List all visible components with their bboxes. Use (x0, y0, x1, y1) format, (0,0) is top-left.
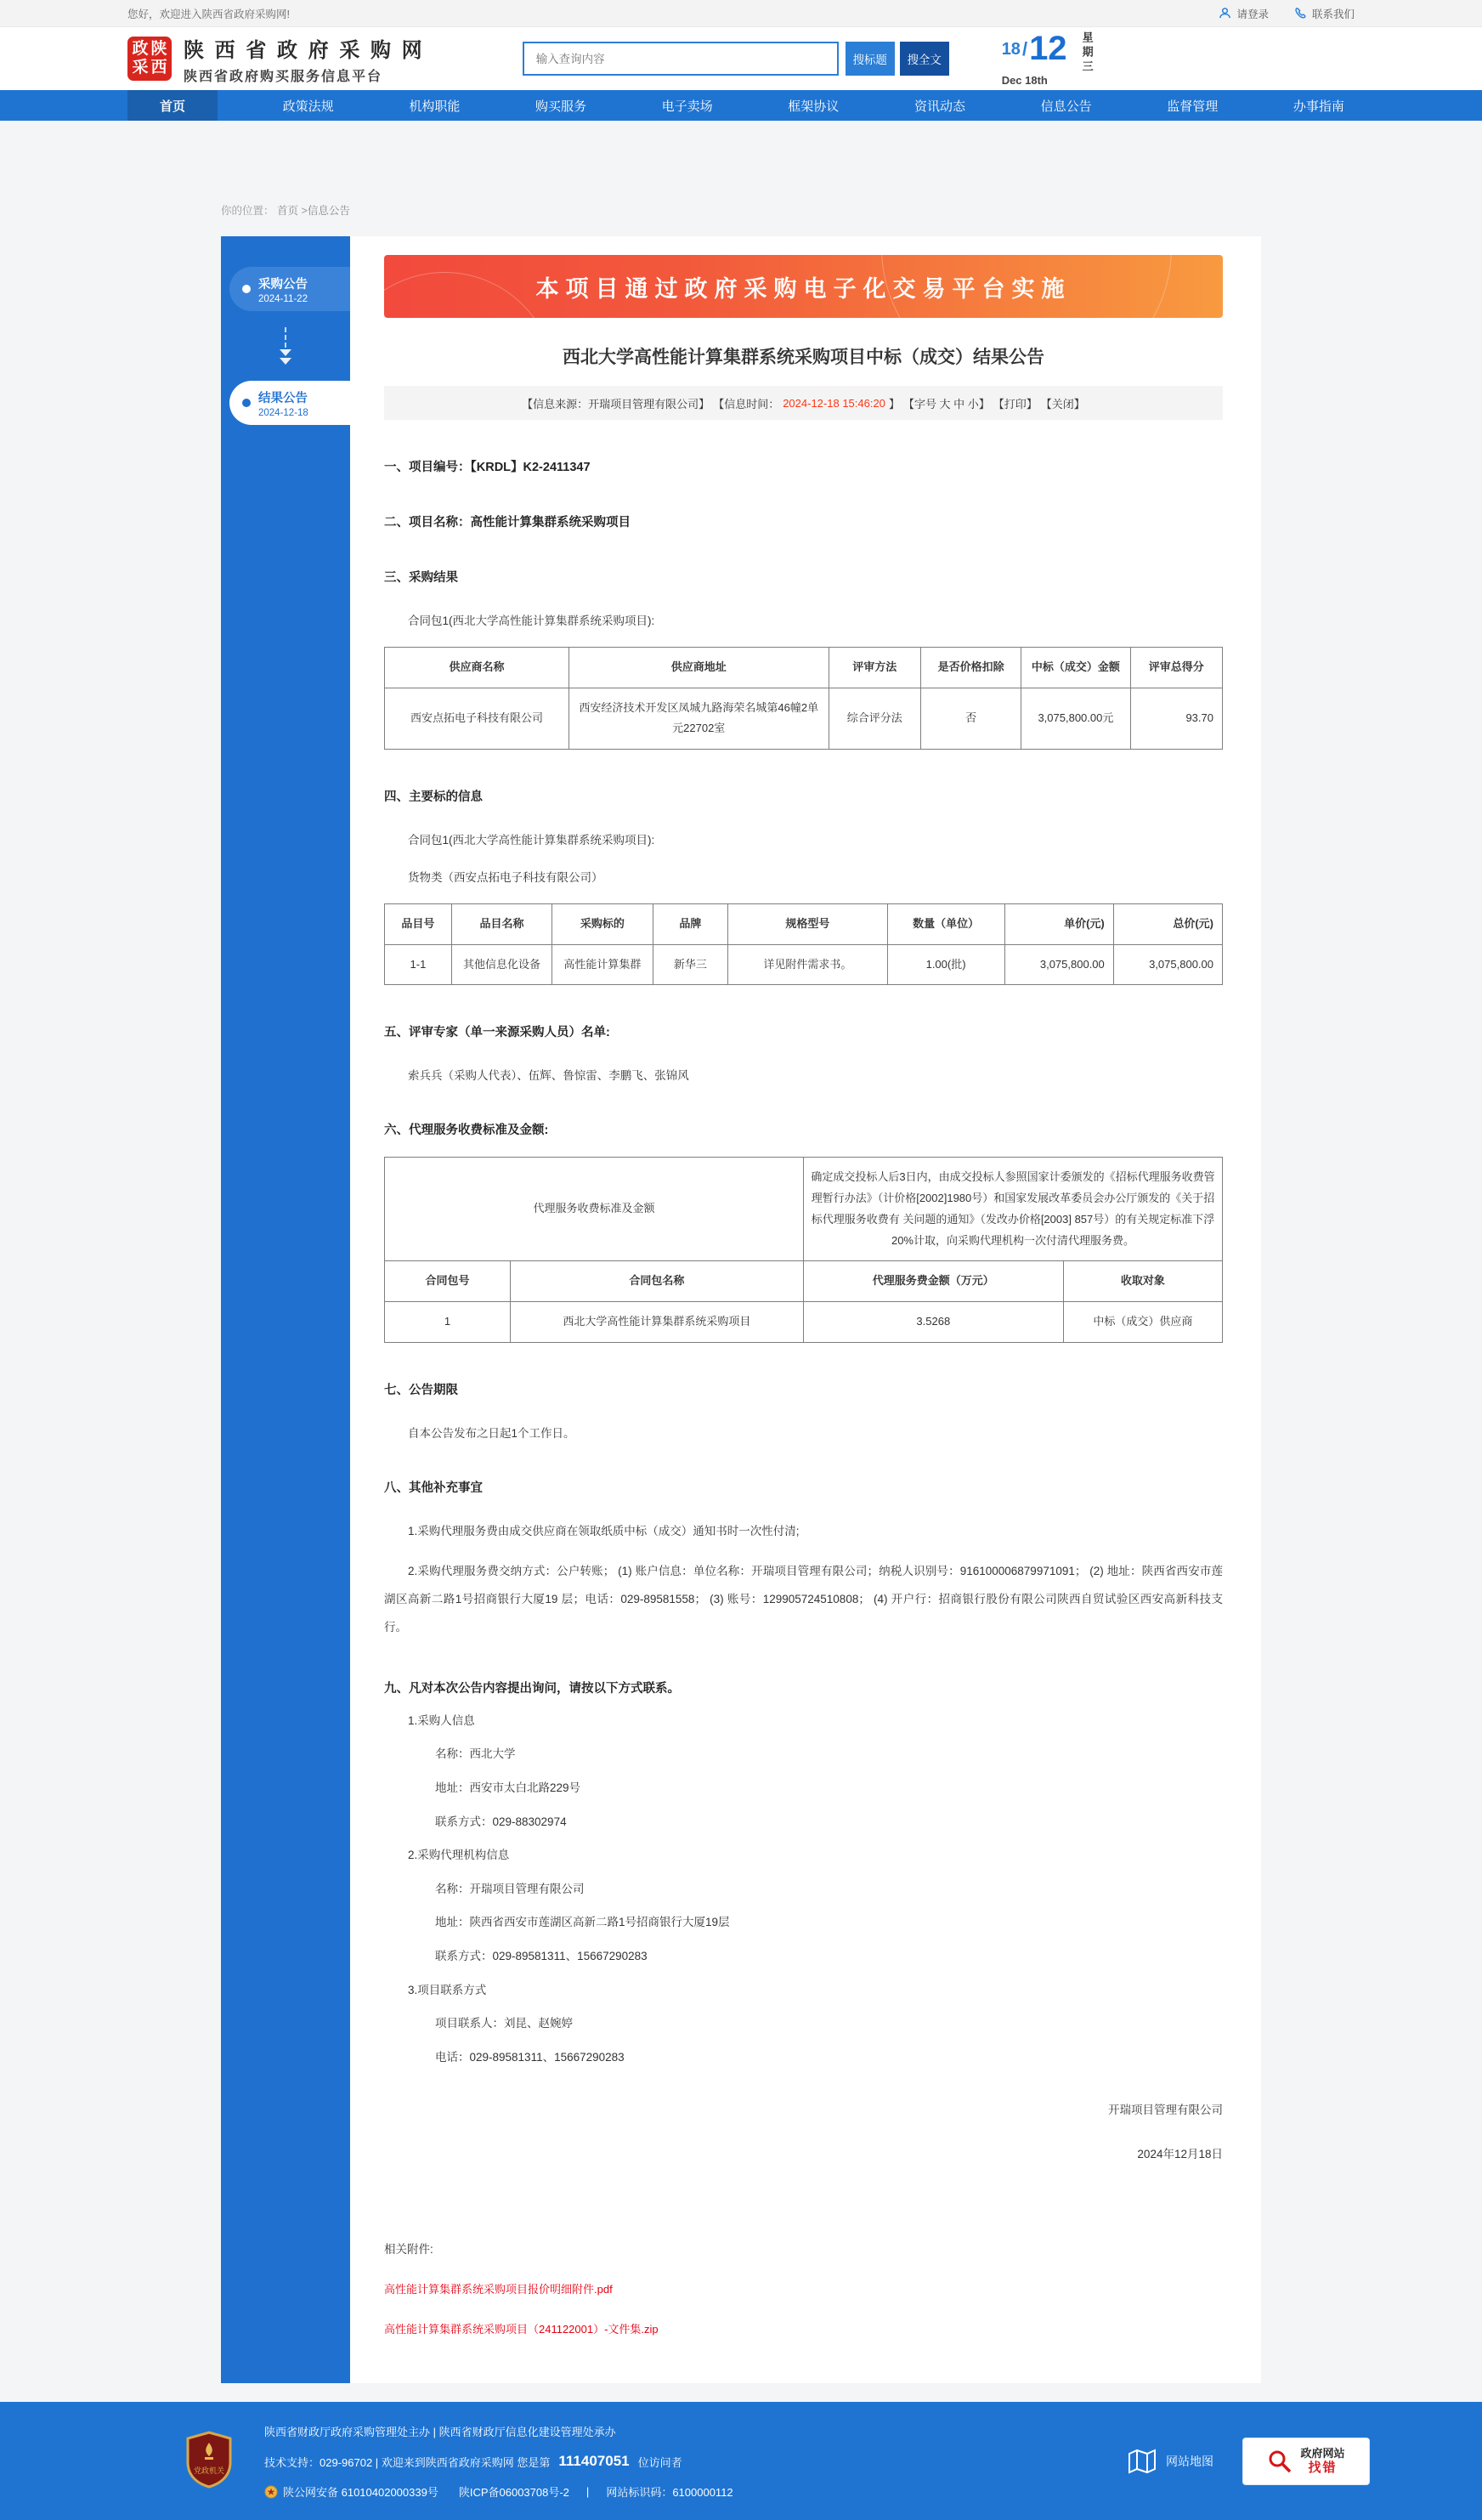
table-header-row (385, 904, 1223, 945)
table-header-row (385, 1261, 1223, 1302)
section-6-heading: 六、代理服务收费标准及金额: (384, 1124, 549, 1138)
agency-address: 地址：陕西省西安市莲湖区高新二路1号招商银行大厦19层 (435, 1916, 730, 1929)
attachments-section (384, 2240, 1223, 2336)
weekday-label: 星期三 (1080, 31, 1094, 75)
footer-line-beian (264, 2483, 1127, 2500)
sitemap-label: 网站地图 (1166, 2455, 1213, 2469)
meta-time-suffix: 】 (888, 397, 900, 411)
meta-time-prefix: 【信息时间： (713, 397, 780, 411)
col-header: 评审方法 (829, 648, 920, 688)
section-9-heading: 九、凡对本次公告内容提出询问，请按以下方式联系。 (384, 1681, 680, 1696)
col-header: 品目号 (385, 904, 452, 945)
step-date: 2024-11-22 (258, 293, 308, 304)
col-header: 品目名称 (451, 904, 552, 945)
supplement-item-1: 1.采购代理服务费由成交供应商在领取纸质中标（成交）通知书时一次性付清; (408, 1524, 800, 1537)
purchaser-address: 地址：西安市太白北路229号 (435, 1781, 581, 1794)
map-icon (1127, 2448, 1157, 2475)
fee-standard-label: 代理服务收费标准及金额 (385, 1158, 804, 1261)
police-badge-icon (264, 2485, 278, 2499)
beian-icp[interactable]: 陕ICP备06003708号-2 (458, 2486, 569, 2500)
table-cell: 新华三 (653, 944, 728, 985)
goods-category-line: 货物类（西安点拓电子科技有限公司） (408, 871, 603, 885)
font-size-control[interactable]: 【字号 大 中 小】 (902, 397, 990, 411)
table-cell: 否 (921, 688, 1021, 749)
table-cell: 1-1 (385, 944, 452, 985)
table-cell: 高性能计算集群 (552, 944, 653, 985)
col-header: 供应商名称 (385, 648, 569, 688)
agency-info-title: 2.采购代理机构信息 (408, 1849, 510, 1862)
step-dot-icon (242, 285, 251, 293)
site-logo[interactable] (127, 33, 425, 85)
col-header: 收取对象 (1063, 1261, 1222, 1302)
table-cell: 中标（成交）供应商 (1063, 1301, 1222, 1342)
result-table (384, 647, 1223, 750)
project-contacts: 项目联系人：刘昆、赵婉婷 (435, 2017, 573, 2030)
find-error-widget[interactable] (1242, 2438, 1370, 2485)
platform-banner: 本项目通过政府采购电子化交易平台实施 (384, 255, 1223, 318)
support-prefix: 技术支持：029-96702 | 欢迎来到陕西省政府采购网 您是第 (264, 2455, 551, 2469)
beian-divider: | (585, 2485, 590, 2499)
site-subtitle: 陕西省政府购买服务信息平台 (184, 69, 383, 84)
table-cell: 西北大学高性能计算集群系统采购项目 (510, 1301, 803, 1342)
meta-time: 2024-12-18 15:46:20 (783, 396, 885, 410)
nav-item-news[interactable]: 资讯动态 (914, 99, 965, 114)
col-header: 评审总得分 (1130, 648, 1223, 688)
project-contact-title: 3.项目联系方式 (408, 1983, 487, 1996)
step-label: 采购公告 (258, 277, 308, 292)
timeline-sidebar (221, 236, 350, 2383)
experts-list: 索兵兵（采购人代表）、伍辉、鲁惊雷、李鹏飞、张锦风 (408, 1069, 689, 1083)
section-8-heading: 八、其他补充事宜 (384, 1481, 483, 1495)
nav-item-announcements[interactable]: 信息公告 (1040, 99, 1092, 114)
col-header: 代理服务费金额（万元） (803, 1261, 1063, 1302)
table-cell: 3,075,800.00 (1113, 944, 1222, 985)
sidebar-step-result-notice[interactable] (229, 381, 350, 425)
purchaser-info-title: 1.采购人信息 (408, 1713, 475, 1727)
col-header: 总价(元) (1113, 904, 1222, 945)
visitor-count: 111407051 (558, 2453, 630, 2470)
table-cell: 93.70 (1130, 688, 1223, 749)
items-table (384, 903, 1223, 985)
footer-right (1127, 2438, 1370, 2485)
nav-item-purchase-services[interactable]: 购买服务 (535, 99, 586, 114)
table-row (385, 1301, 1223, 1342)
attachment-zip-link[interactable]: 高性能计算集群系统采购项目（241122001）-文件集.zip (384, 2323, 659, 2336)
section-4-heading: 四、主要标的信息 (384, 790, 483, 805)
breadcrumb-home-link[interactable]: 首页 (277, 205, 299, 217)
announcement-period: 自本公告发布之日起1个工作日。 (408, 1426, 575, 1440)
col-header: 数量（单位） (887, 904, 1004, 945)
article-meta-bar (384, 386, 1223, 420)
signoff-date: 2024年12月18日 (1137, 2148, 1223, 2161)
attachment-pdf-link[interactable]: 高性能计算集群系统采购项目报价明细附件.pdf (384, 2283, 613, 2296)
fee-standard-row (385, 1158, 1223, 1261)
nav-item-guide[interactable]: 办事指南 (1293, 99, 1344, 114)
table-cell: 1 (385, 1301, 511, 1342)
find-error-label: 找错 (1308, 2461, 1338, 2476)
agency-fee-table (384, 1157, 1223, 1342)
government-emblem-icon (184, 2431, 234, 2493)
col-header: 供应商地址 (568, 648, 829, 688)
section-3-heading: 三、采购结果 (384, 571, 458, 585)
table-cell: 其他信息化设备 (451, 944, 552, 985)
logo-line2: 采西 (132, 59, 170, 76)
contact-label: 联系我们 (1311, 8, 1355, 20)
attachments-title: 相关附件: (384, 2243, 433, 2257)
project-phone: 电话：029-89581311、15667290283 (435, 2050, 625, 2064)
breadcrumb-prefix: 你的位置： (221, 205, 274, 217)
table-header-row (385, 648, 1223, 688)
date-slash: / (1021, 37, 1028, 59)
col-header: 单价(元) (1004, 904, 1113, 945)
col-header: 规格型号 (728, 904, 887, 945)
breadcrumb-separator: > (301, 205, 308, 217)
footer-line-support (264, 2453, 1127, 2470)
topbar (0, 0, 1482, 27)
section-2-heading: 二、项目名称：高性能计算集群系统采购项目 (384, 516, 631, 529)
date-english: Dec 18th (1001, 73, 1048, 87)
site-title: 陕 西 省 政 府 采 购 网 (184, 38, 425, 62)
footer-line-organizer (264, 2423, 1127, 2439)
table-cell: 3,075,800.00元 (1021, 688, 1130, 749)
nav-item-framework-agreement[interactable]: 框架协议 (788, 99, 840, 114)
col-header: 采购标的 (552, 904, 653, 945)
purchaser-name: 名称：西北大学 (435, 1747, 516, 1761)
section-1-heading: 一、项目编号：【KRDL】K2-2411347 (384, 461, 591, 474)
content-card (221, 236, 1261, 2383)
emblem-label: 党政机关 (193, 2466, 225, 2475)
supplement-item-2: 2.采购代理服务费交纳方式：公户转账； (1) 账户信息：单位名称：开瑞项目管理有限公司；纳税人识别号：916100006879971091； (2) 地址：陕西省西安市莲湖区高新二路1号招商银行大厦19 层；电话：029-89581558； (3) 账号：129905724510808； (4) 开户行：招商银行股份有限公司陕西自贸试验区西安高新科技支行。 (384, 1564, 1223, 1634)
nav-item-supervision[interactable]: 监督管理 (1167, 99, 1219, 114)
close-button[interactable]: 【关闭】 (1040, 397, 1085, 411)
contract-package-line: 合同包1(西北大学高性能计算集群系统采购项目): (408, 834, 655, 847)
logo-line1: 政陕 (132, 40, 170, 59)
table-cell: 详见附件需求书。 (728, 944, 887, 985)
table-cell: 西安点拓电子科技有限公司 (385, 688, 569, 749)
phone-icon (1294, 7, 1307, 20)
welcome-text: 您好，欢迎进入陕西省政府采购网! (127, 8, 290, 20)
meta-source: 【信息来源：开瑞项目管理有限公司】 (522, 397, 710, 411)
section-5-heading: 五、评审专家（单一来源采购人员）名单: (384, 1026, 610, 1040)
support-suffix: 位访问者 (637, 2455, 682, 2469)
topbar-links (1219, 6, 1355, 21)
date-month: 12 (1029, 29, 1067, 67)
login-label: 请登录 (1236, 8, 1269, 20)
site-code: 网站标识码：6100000112 (606, 2486, 733, 2500)
nav-item-home[interactable]: 首页 (127, 90, 218, 121)
table-row (385, 688, 1223, 749)
beian-gongan[interactable]: 陕公网安备 61010402000339号 (283, 2486, 438, 2500)
magnifier-icon (1267, 2449, 1293, 2474)
table-cell: 综合评分法 (829, 688, 920, 749)
document-body (384, 457, 1223, 2336)
contract-package-line: 合同包1(西北大学高性能计算集群系统采购项目): (408, 614, 655, 627)
site-header (0, 27, 1482, 90)
flow-arrow-icon (221, 311, 350, 381)
step-date: 2024-12-18 (258, 407, 308, 418)
table-cell: 3.5268 (803, 1301, 1063, 1342)
find-error-title: 政府网站 (1300, 2446, 1345, 2460)
page-title: 西北大学高性能计算集群系统采购项目中标（成交）结果公告 (563, 348, 1044, 367)
contact-link[interactable] (1294, 6, 1355, 21)
agency-contact: 联系方式：029-89581311、15667290283 (435, 1949, 648, 1962)
fee-standard-text: 确定成交投标人后3日内，由成交投标人参照国家计委颁发的《招标代理服务收费管理暂行办法》（计价格[2002]1980号）和国家发展改革委员会办公厅颁发的《关于招标代理服务收费有 关问题的通知》（发改办价格[2003] 857号）的有关规定标准下浮20%计取，向采购代理机构一次付清代理服务费。 (803, 1158, 1222, 1261)
col-header: 品牌 (653, 904, 728, 945)
table-cell: 3,075,800.00 (1004, 944, 1113, 985)
print-button[interactable]: 【打印】 (993, 397, 1038, 411)
col-header: 是否价格扣除 (921, 648, 1021, 688)
sidebar-step-purchase-notice[interactable] (229, 267, 350, 311)
step-dot-icon (242, 399, 251, 407)
date-widget (1002, 31, 1095, 87)
article-content (350, 236, 1261, 2383)
agency-name: 名称：开瑞项目管理有限公司 (435, 1882, 585, 1895)
signoff-company: 开瑞项目管理有限公司 (1108, 2104, 1223, 2117)
sitemap-link[interactable] (1127, 2448, 1213, 2475)
site-footer (0, 2402, 1482, 2520)
col-header: 中标（成交）金额 (1021, 648, 1130, 688)
col-header: 合同包名称 (510, 1261, 803, 1302)
table-row (385, 944, 1223, 985)
col-header: 合同包号 (385, 1261, 511, 1302)
nav-item-e-marketplace[interactable]: 电子卖场 (661, 99, 713, 114)
footer-text (264, 2423, 1127, 2500)
search-input[interactable] (523, 42, 839, 76)
nav-item-functions[interactable]: 机构职能 (409, 99, 461, 114)
section-7-heading: 七、公告期限 (384, 1383, 458, 1397)
logo-mark-icon (127, 37, 172, 81)
table-cell: 1.00(批) (887, 944, 1004, 985)
main-nav (0, 90, 1482, 121)
date-day: 18 (1001, 39, 1021, 59)
search-fulltext-button[interactable]: 搜全文 (900, 42, 949, 76)
search-title-button[interactable]: 搜标题 (846, 42, 895, 76)
search-bar (523, 42, 949, 76)
breadcrumb-current[interactable]: 信息公告 (307, 205, 350, 217)
nav-item-policies[interactable]: 政策法规 (282, 99, 334, 114)
purchaser-contact: 联系方式：029-88302974 (435, 1815, 567, 1828)
table-cell: 西安经济技术开发区凤城九路海荣名城第46幢2单元22702室 (568, 688, 829, 749)
login-link[interactable] (1219, 6, 1269, 21)
user-icon (1219, 7, 1231, 20)
step-label: 结果公告 (258, 391, 308, 405)
organizer-text: 陕西省财政厅政府采购管理处主办 | 陕西省财政厅信息化建设管理处承办 (264, 2426, 616, 2439)
breadcrumb (221, 121, 1261, 236)
